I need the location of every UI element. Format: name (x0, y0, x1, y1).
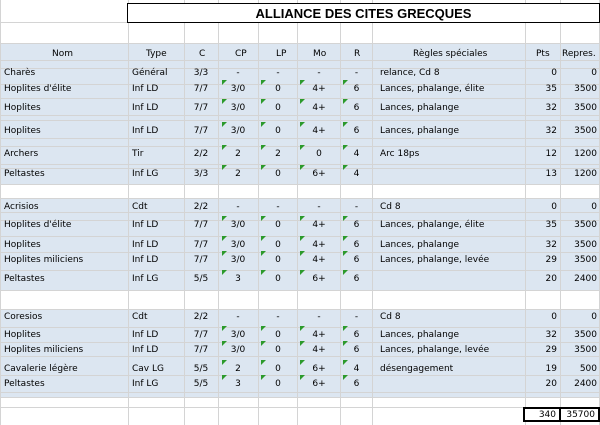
cell-repres[interactable]: 0 (591, 202, 597, 212)
cell-type[interactable]: Cav LG (132, 364, 164, 374)
cell-rules[interactable]: Lances, phalange (380, 126, 460, 136)
cell-repres[interactable]: 3500 (574, 126, 597, 136)
cell-type[interactable]: Inf LD (132, 330, 159, 340)
row-gridline (0, 212, 600, 213)
cell-cp[interactable]: 3/0 (230, 255, 246, 265)
cell-pts[interactable]: 35 (545, 84, 557, 94)
cell-rules[interactable]: Lances, phalange, levée (380, 345, 490, 355)
row-gridline (0, 60, 600, 61)
row-gridline (0, 198, 600, 199)
comment-indicator-icon (343, 270, 348, 275)
cell-lp[interactable]: - (276, 312, 280, 322)
cell-c[interactable]: 5/5 (193, 379, 209, 389)
comment-indicator-icon (300, 165, 305, 170)
band-group-1 (0, 43, 600, 184)
cell-rules[interactable]: Lances, phalange, levée (380, 255, 490, 265)
cell-r[interactable]: 4 (353, 364, 360, 374)
cell-type[interactable]: Inf LD (132, 255, 159, 265)
cell-rules[interactable]: Lances, phalange (380, 103, 460, 113)
cell-name[interactable]: Hoplites (4, 330, 41, 340)
comment-indicator-icon (222, 236, 227, 241)
cell-r[interactable]: 6 (353, 220, 360, 230)
cell-type[interactable]: Cdt (132, 312, 148, 322)
cell-lp[interactable]: 0 (275, 240, 281, 250)
cell-c[interactable]: 7/7 (193, 330, 209, 340)
cell-cp[interactable]: 2 (235, 149, 241, 159)
sheet-title[interactable]: ALLIANCE DES CITES GRECQUES (127, 3, 600, 23)
row-gridline (0, 407, 600, 408)
comment-indicator-icon (261, 80, 266, 85)
comment-indicator-icon (222, 270, 227, 275)
comment-indicator-icon (300, 341, 305, 346)
comment-indicator-icon (222, 375, 227, 380)
column-gridline (525, 0, 526, 425)
cell-name[interactable]: Cavalerie légère (4, 364, 78, 374)
cell-name[interactable]: Hoplites d'élite (4, 220, 72, 230)
cell-r[interactable]: 6 (353, 84, 360, 94)
cell-lp[interactable]: - (276, 68, 280, 78)
cell-lp[interactable]: 0 (275, 345, 281, 355)
cell-name[interactable]: Hoplites miliciens (4, 345, 84, 355)
cell-c[interactable]: 7/7 (193, 220, 209, 230)
comment-indicator-icon (261, 360, 266, 365)
row-gridline (0, 356, 600, 357)
comment-indicator-icon (300, 270, 305, 275)
cell-type[interactable]: Tir (132, 149, 144, 159)
cell-name[interactable]: Peltastes (4, 379, 45, 389)
cell-mo[interactable]: - (317, 202, 321, 212)
comment-indicator-icon (261, 375, 266, 380)
comment-indicator-icon (343, 122, 348, 127)
cell-lp[interactable]: 0 (275, 84, 281, 94)
column-gridline (560, 0, 561, 425)
comment-indicator-icon (261, 326, 266, 331)
cell-mo[interactable]: 6+ (312, 169, 326, 179)
comment-indicator-icon (261, 122, 266, 127)
cell-r[interactable]: 4 (353, 169, 360, 179)
row-gridline (0, 138, 600, 139)
cell-r[interactable]: 6 (353, 240, 360, 250)
cell-cp[interactable]: 3 (235, 379, 241, 389)
total-repres[interactable]: 35700 (559, 407, 600, 422)
cell-repres[interactable]: 1200 (574, 149, 597, 159)
comment-indicator-icon (343, 216, 348, 221)
cell-repres[interactable]: 0 (591, 312, 597, 322)
cell-repres[interactable]: 2400 (574, 379, 597, 389)
comment-indicator-icon (300, 99, 305, 104)
row-gridline (0, 392, 600, 393)
cell-mo[interactable]: 6+ (312, 379, 326, 389)
cell-type[interactable]: Cdt (132, 202, 148, 212)
cell-name[interactable]: Hoplites d'élite (4, 84, 72, 94)
header-r[interactable]: R (354, 49, 361, 59)
cell-repres[interactable]: 1200 (574, 169, 597, 179)
cell-pts[interactable]: 35 (545, 220, 557, 230)
cell-r[interactable]: - (354, 68, 359, 78)
header-type[interactable]: Type (146, 49, 167, 59)
comment-indicator-icon (343, 326, 348, 331)
comment-indicator-icon (222, 341, 227, 346)
comment-indicator-icon (222, 99, 227, 104)
cell-pts[interactable]: 29 (545, 345, 557, 355)
row-gridline (0, 184, 600, 185)
cell-pts[interactable]: 29 (545, 255, 557, 265)
cell-rules[interactable]: désengagement (380, 364, 454, 374)
cell-c[interactable]: 7/7 (193, 240, 209, 250)
row-gridline (0, 43, 600, 44)
comment-indicator-icon (222, 122, 227, 127)
cell-lp[interactable]: 0 (275, 379, 281, 389)
header-mo[interactable]: Mo (313, 49, 327, 59)
cell-pts[interactable]: 0 (551, 202, 557, 212)
cell-cp[interactable]: 3/0 (230, 240, 246, 250)
comment-indicator-icon (261, 216, 266, 221)
comment-indicator-icon (343, 165, 348, 170)
comment-indicator-icon (261, 341, 266, 346)
cell-repres[interactable]: 3500 (574, 220, 597, 230)
cell-repres[interactable]: 3500 (574, 330, 597, 340)
cell-name[interactable]: Coresios (4, 312, 43, 322)
cell-rules[interactable]: Cd 8 (380, 202, 401, 212)
cell-pts[interactable]: 0 (551, 312, 557, 322)
cell-mo[interactable]: 6+ (312, 364, 326, 374)
comment-indicator-icon (222, 216, 227, 221)
cell-c[interactable]: 7/7 (193, 103, 209, 113)
cell-repres[interactable]: 500 (579, 364, 597, 374)
cell-repres[interactable]: 3500 (574, 345, 597, 355)
column-gridline (297, 0, 298, 425)
cell-cp[interactable]: 3/0 (230, 330, 246, 340)
cell-cp[interactable]: 3/0 (230, 103, 246, 113)
cell-pts[interactable]: 12 (545, 149, 557, 159)
comment-indicator-icon (261, 236, 266, 241)
comment-indicator-icon (222, 251, 227, 256)
cell-name[interactable]: Hoplites (4, 240, 41, 250)
comment-indicator-icon (343, 251, 348, 256)
cell-lp[interactable]: 0 (275, 169, 281, 179)
cell-pts[interactable]: 20 (545, 274, 557, 284)
comment-indicator-icon (343, 360, 348, 365)
cell-lp[interactable]: 2 (275, 149, 281, 159)
cell-type[interactable]: Inf LG (132, 274, 159, 284)
cell-c[interactable]: 3/3 (193, 68, 209, 78)
cell-c[interactable]: 2/2 (193, 312, 209, 322)
cell-lp[interactable]: 0 (275, 220, 281, 230)
row-gridline (0, 120, 600, 121)
cell-cp[interactable]: - (236, 312, 240, 322)
cell-cp[interactable]: 2 (235, 169, 241, 179)
cell-lp[interactable]: 0 (275, 364, 281, 374)
row-gridline (0, 397, 600, 398)
cell-c[interactable]: 7/7 (193, 84, 209, 94)
cell-cp[interactable]: 3 (235, 274, 241, 284)
comment-indicator-icon (222, 326, 227, 331)
comment-indicator-icon (343, 375, 348, 380)
comment-indicator-icon (261, 165, 266, 170)
comment-indicator-icon (300, 251, 305, 256)
row-gridline (0, 290, 600, 291)
cell-cp[interactable]: 3/0 (230, 220, 246, 230)
cell-cp[interactable]: - (236, 202, 240, 212)
cell-pts[interactable]: 0 (551, 68, 557, 78)
cell-mo[interactable]: 4+ (312, 126, 326, 136)
cell-r[interactable]: 6 (353, 379, 360, 389)
cell-repres[interactable]: 3500 (574, 240, 597, 250)
comment-indicator-icon (300, 236, 305, 241)
column-gridline (184, 0, 185, 425)
cell-c[interactable]: 3/3 (193, 169, 209, 179)
cell-r[interactable]: 4 (353, 149, 360, 159)
cell-pts[interactable]: 13 (545, 169, 557, 179)
cell-c[interactable]: 2/2 (193, 202, 209, 212)
cell-pts[interactable]: 32 (545, 126, 557, 136)
cell-pts[interactable]: 20 (545, 379, 557, 389)
column-gridline (128, 0, 129, 425)
cell-rules[interactable]: Lances, phalange (380, 240, 460, 250)
cell-type[interactable]: Inf LD (132, 345, 159, 355)
cell-r[interactable]: - (354, 202, 359, 212)
cell-type[interactable]: Inf LG (132, 169, 159, 179)
column-gridline (0, 0, 1, 425)
cell-c[interactable]: 7/7 (193, 126, 209, 136)
cell-type[interactable]: Inf LG (132, 379, 159, 389)
comment-indicator-icon (222, 165, 227, 170)
cell-pts[interactable]: 32 (545, 330, 557, 340)
column-gridline (218, 0, 219, 425)
header-repres[interactable]: Repres. (562, 49, 596, 59)
comment-indicator-icon (222, 360, 227, 365)
cell-cp[interactable]: 3/0 (230, 84, 246, 94)
comment-indicator-icon (300, 360, 305, 365)
cell-lp[interactable]: 0 (275, 103, 281, 113)
cell-cp[interactable]: 2 (235, 364, 241, 374)
cell-lp[interactable]: 0 (275, 126, 281, 136)
cell-mo[interactable]: - (317, 68, 321, 78)
column-gridline (258, 0, 259, 425)
cell-c[interactable]: 5/5 (193, 274, 209, 284)
cell-r[interactable]: 6 (353, 103, 360, 113)
cell-c[interactable]: 2/2 (193, 149, 209, 159)
cell-name[interactable]: Hoplites miliciens (4, 255, 84, 265)
cell-mo[interactable]: 4+ (312, 103, 326, 113)
cell-type[interactable]: Inf LD (132, 103, 159, 113)
comment-indicator-icon (300, 375, 305, 380)
cell-mo[interactable]: 4+ (312, 240, 326, 250)
cell-mo[interactable]: 4+ (312, 255, 326, 265)
header-lp[interactable]: LP (276, 49, 287, 59)
cell-r[interactable]: - (354, 312, 359, 322)
cell-rules[interactable]: Cd 8 (380, 312, 401, 322)
comment-indicator-icon (343, 80, 348, 85)
cell-rules[interactable]: Arc 18ps (380, 149, 420, 159)
cell-pts[interactable]: 32 (545, 240, 557, 250)
cell-cp[interactable]: - (236, 68, 240, 78)
cell-type[interactable]: Inf LD (132, 126, 159, 136)
cell-name[interactable]: Charès (4, 68, 36, 78)
comment-indicator-icon (300, 145, 305, 150)
comment-indicator-icon (300, 326, 305, 331)
comment-indicator-icon (300, 216, 305, 221)
cell-cp[interactable]: 3/0 (230, 345, 246, 355)
comment-indicator-icon (261, 99, 266, 104)
header-pts[interactable]: Pts (536, 49, 550, 59)
cell-mo[interactable]: 4+ (312, 84, 326, 94)
comment-indicator-icon (343, 99, 348, 104)
comment-indicator-icon (300, 80, 305, 85)
header-c[interactable]: C (199, 49, 206, 59)
row-gridline (0, 309, 600, 310)
comment-indicator-icon (222, 145, 227, 150)
cell-mo[interactable]: 4+ (312, 345, 326, 355)
cell-name[interactable]: Peltastes (4, 169, 45, 179)
cell-mo[interactable]: 4+ (312, 330, 326, 340)
cell-c[interactable]: 7/7 (193, 345, 209, 355)
cell-repres[interactable]: 3500 (574, 255, 597, 265)
cell-r[interactable]: 6 (353, 330, 360, 340)
comment-indicator-icon (261, 145, 266, 150)
cell-repres[interactable]: 2400 (574, 274, 597, 284)
header-cp[interactable]: CP (235, 49, 247, 59)
cell-r[interactable]: 6 (353, 274, 360, 284)
column-gridline (372, 0, 373, 425)
cell-repres[interactable]: 3500 (574, 103, 597, 113)
comment-indicator-icon (343, 341, 348, 346)
cell-rules[interactable]: Lances, phalange (380, 330, 460, 340)
cell-mo[interactable]: 0 (316, 149, 322, 159)
row-gridline (0, 115, 600, 116)
cell-pts[interactable]: 32 (545, 103, 557, 113)
cell-lp[interactable]: - (276, 202, 280, 212)
total-pts[interactable]: 340 (523, 407, 561, 422)
cell-name[interactable]: Hoplites (4, 126, 41, 136)
comment-indicator-icon (222, 80, 227, 85)
cell-type[interactable]: Général (132, 68, 168, 78)
cell-type[interactable]: Inf LD (132, 240, 159, 250)
header-name[interactable]: Nom (52, 49, 74, 59)
cell-rules[interactable]: relance, Cd 8 (380, 68, 440, 78)
column-gridline (340, 0, 341, 425)
cell-name[interactable]: Archers (4, 149, 39, 159)
cell-lp[interactable]: 0 (275, 274, 281, 284)
cell-r[interactable]: 6 (353, 345, 360, 355)
cell-lp[interactable]: 0 (275, 330, 281, 340)
comment-indicator-icon (300, 122, 305, 127)
cell-r[interactable]: 6 (353, 255, 360, 265)
cell-name[interactable]: Acrisios (4, 202, 39, 212)
cell-mo[interactable]: 6+ (312, 274, 326, 284)
comment-indicator-icon (343, 236, 348, 241)
cell-repres[interactable]: 0 (591, 68, 597, 78)
cell-c[interactable]: 5/5 (193, 364, 209, 374)
cell-name[interactable]: Hoplites (4, 103, 41, 113)
cell-rules[interactable]: Lances, phalange, élite (380, 84, 485, 94)
cell-rules[interactable]: Lances, phalange, élite (380, 220, 485, 230)
cell-mo[interactable]: - (317, 312, 321, 322)
cell-type[interactable]: Inf LD (132, 220, 159, 230)
comment-indicator-icon (261, 251, 266, 256)
cell-name[interactable]: Peltastes (4, 274, 45, 284)
cell-mo[interactable]: 4+ (312, 220, 326, 230)
cell-repres[interactable]: 3500 (574, 84, 597, 94)
cell-pts[interactable]: 19 (545, 364, 557, 374)
cell-lp[interactable]: 0 (275, 255, 281, 265)
cell-c[interactable]: 7/7 (193, 255, 209, 265)
cell-type[interactable]: Inf LD (132, 84, 159, 94)
header-rules[interactable]: Règles spéciales (413, 49, 488, 59)
cell-r[interactable]: 6 (353, 126, 360, 136)
comment-indicator-icon (343, 145, 348, 150)
cell-cp[interactable]: 3/0 (230, 126, 246, 136)
comment-indicator-icon (261, 270, 266, 275)
